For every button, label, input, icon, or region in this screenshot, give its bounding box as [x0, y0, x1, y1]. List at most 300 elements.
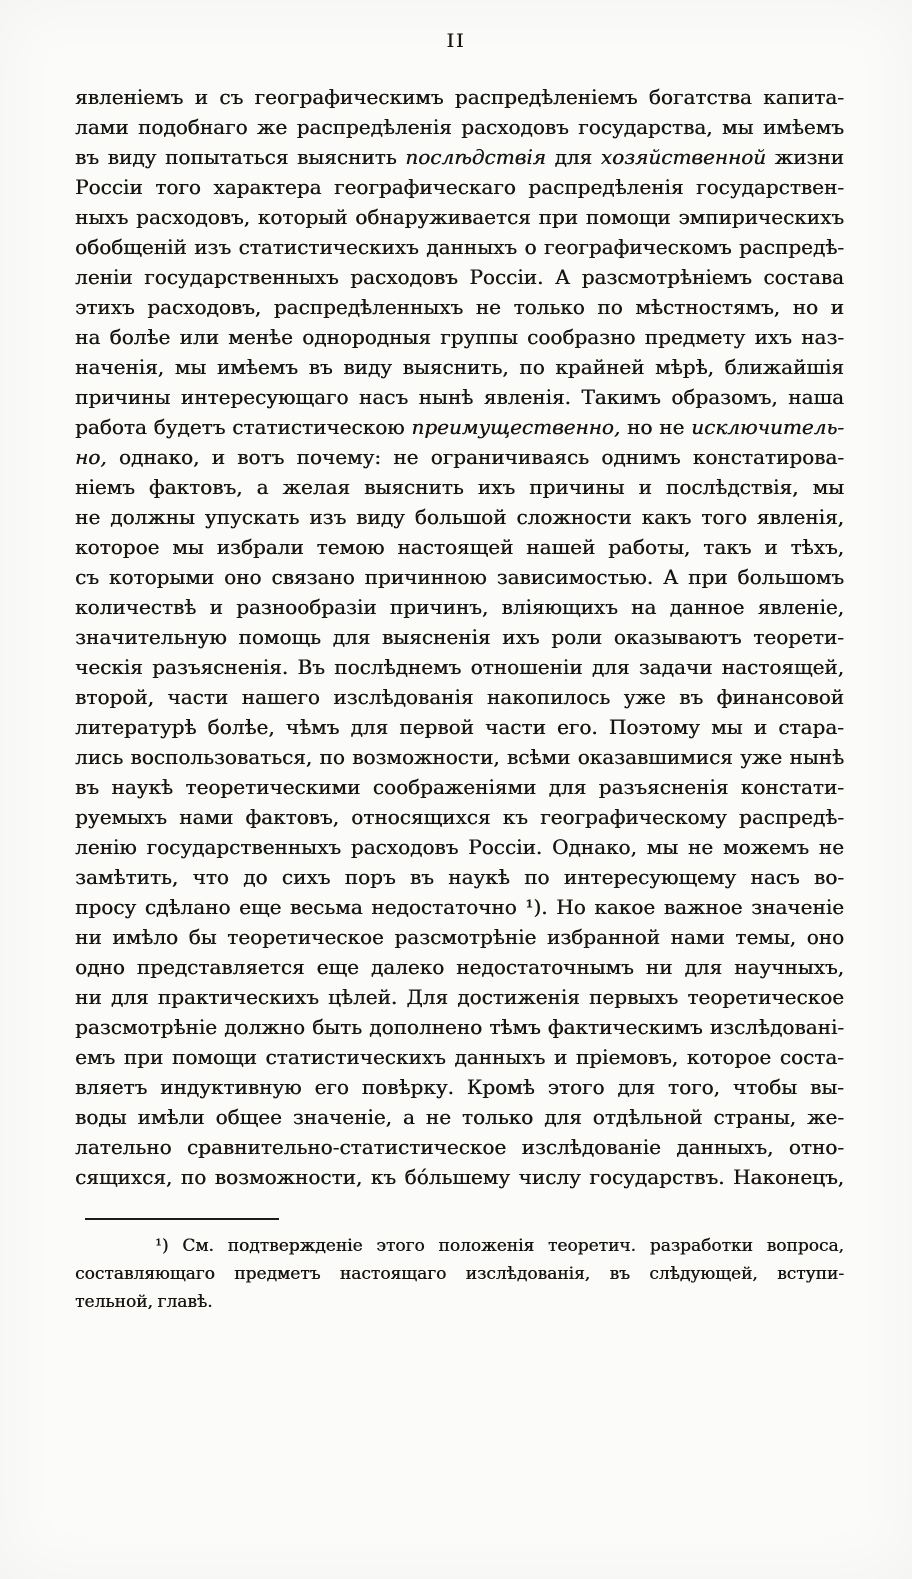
word: причинною	[364, 565, 487, 589]
word: выяснить	[296, 145, 397, 169]
word: подобнаго	[137, 115, 248, 139]
word: ни	[75, 925, 102, 949]
word: расходовъ	[461, 115, 569, 139]
word: еще	[239, 895, 282, 919]
word: разработки	[649, 1236, 753, 1256]
word: для	[617, 1075, 655, 1099]
word: изслѣдовані-	[709, 1015, 844, 1039]
word: А	[662, 565, 679, 589]
text-line	[75, 442, 844, 472]
footnote-rule	[85, 1218, 279, 1220]
word: лами	[75, 115, 129, 139]
word: съ	[75, 565, 99, 589]
word: второй,	[75, 685, 154, 709]
word: государствъ.	[589, 1165, 725, 1189]
word: индуктивную	[160, 1075, 302, 1099]
word: ніемъ	[75, 475, 135, 499]
word: по	[524, 865, 550, 889]
word: тельной,	[75, 1292, 153, 1312]
word: и	[211, 445, 225, 469]
word: значеніе	[751, 895, 844, 919]
word: А	[554, 265, 571, 289]
word: въ	[409, 865, 434, 889]
word: Кромѣ	[466, 1075, 535, 1099]
word: распредѣленныхъ	[273, 295, 464, 319]
word: жизни	[774, 145, 844, 169]
word: уже	[623, 685, 666, 709]
word: богатства	[648, 85, 752, 109]
text-line	[75, 922, 844, 952]
word: разсмотрѣніе	[394, 925, 537, 949]
word: по	[180, 1165, 207, 1189]
word: всѣми	[506, 745, 571, 769]
word: однородныя	[302, 325, 431, 349]
word: нами	[179, 805, 234, 829]
word: которое	[75, 535, 160, 559]
word: этого	[547, 1075, 605, 1099]
word: возможности,	[214, 1165, 363, 1189]
word: для	[684, 955, 723, 979]
word: весьма	[289, 895, 363, 919]
word: ни	[75, 985, 102, 1009]
word: темы,	[735, 925, 796, 949]
text-line	[75, 202, 844, 232]
word: только	[513, 295, 585, 319]
word: по	[519, 355, 545, 379]
page-number: II	[446, 30, 466, 52]
word: такъ	[703, 535, 752, 559]
word: отношеніи	[470, 655, 583, 679]
word: связано	[271, 565, 355, 589]
word: при	[688, 565, 728, 589]
word: состава	[763, 265, 844, 289]
word: ихъ	[502, 625, 540, 649]
word: не	[659, 415, 685, 439]
word: вляетъ	[75, 1075, 148, 1099]
word: статистическихъ	[265, 1045, 446, 1069]
word: наукѣ	[448, 865, 510, 889]
word: для	[350, 715, 389, 739]
word: причины	[529, 475, 625, 499]
text-line	[75, 502, 844, 532]
word: помощь	[238, 625, 321, 649]
text-line	[75, 292, 844, 322]
word: чѣмъ	[285, 715, 340, 739]
word: настоящей	[397, 535, 514, 559]
word: при	[123, 1045, 164, 1069]
word: настоящей,	[721, 655, 844, 679]
word: группы	[440, 325, 518, 349]
word: относящихся	[351, 805, 491, 829]
word: при	[538, 205, 578, 229]
word: воды	[75, 1105, 127, 1129]
word: виду	[343, 355, 392, 379]
word: имѣли	[137, 1105, 205, 1129]
word: какое	[594, 895, 656, 919]
text-line	[75, 1132, 844, 1162]
word: обнаруживается	[355, 205, 531, 229]
word: явленія.	[483, 385, 571, 409]
text-line	[75, 592, 844, 622]
word: распредѣ-	[738, 235, 844, 259]
word: послѣднемъ	[334, 655, 462, 679]
word: мѣрѣ,	[655, 355, 714, 379]
word: фактовъ,	[245, 805, 339, 829]
word: государственныхъ	[146, 835, 341, 859]
word: разъясненія	[598, 775, 729, 799]
word: части	[485, 715, 546, 739]
text-line	[75, 652, 844, 682]
word: отдѣльной	[592, 1105, 703, 1129]
word: Наконецъ,	[732, 1165, 844, 1189]
word: интересующаго	[180, 385, 349, 409]
word: статистическою	[232, 415, 405, 439]
word: этихъ	[75, 295, 135, 319]
word: вопроса,	[766, 1236, 844, 1256]
word: этого	[376, 1236, 425, 1256]
word: данное	[669, 595, 745, 619]
word: изъ	[309, 505, 347, 529]
word: бы	[188, 925, 217, 949]
word: сихъ	[281, 865, 331, 889]
word: обобщеній	[75, 235, 187, 259]
word: причинъ,	[389, 595, 489, 619]
word: географическомъ	[543, 235, 732, 259]
word: работы,	[608, 535, 691, 559]
word: же-	[806, 1105, 844, 1129]
word: задачи	[638, 655, 713, 679]
word: выяснить	[364, 475, 464, 499]
word: сообразно	[527, 325, 636, 349]
word: разнообразіи	[236, 595, 377, 619]
word: до	[243, 865, 268, 889]
word: съ	[219, 85, 244, 109]
word: явленіе,	[757, 595, 844, 619]
text-line	[75, 412, 844, 442]
word: должно	[224, 1015, 305, 1039]
word: предметъ	[234, 1264, 321, 1284]
word: помощи	[171, 1045, 257, 1069]
word: капита-	[763, 85, 844, 109]
word: во-	[813, 865, 844, 889]
word: по	[597, 295, 623, 319]
word: его	[314, 1075, 349, 1099]
text-line	[75, 712, 844, 742]
word: накопилось	[486, 685, 611, 709]
word: данныхъ,	[676, 1135, 774, 1159]
word: данныхъ	[426, 235, 517, 259]
word: разсмотрѣніе	[75, 1015, 217, 1039]
word: тѣмъ	[489, 1015, 541, 1039]
word: роли	[551, 625, 603, 649]
word: первыхъ	[588, 985, 679, 1009]
word: Россіи.	[468, 835, 543, 859]
word: финансовой	[716, 685, 844, 709]
word: Но	[556, 895, 586, 919]
word: сдѣлано	[144, 895, 231, 919]
word: будетъ	[153, 415, 226, 439]
word: болѣе	[109, 325, 171, 349]
word: Такимъ	[581, 385, 661, 409]
word: государственныхъ	[144, 265, 339, 289]
word: наченія,	[75, 355, 165, 379]
word: недостаточнымъ	[456, 955, 634, 979]
word: пріемовъ,	[575, 1045, 679, 1069]
word: послѣдствія,	[665, 475, 799, 499]
word: возможности,	[352, 745, 500, 769]
word: количествѣ	[75, 595, 197, 619]
word: и	[209, 595, 223, 619]
word: на	[631, 595, 657, 619]
word: фактическимъ	[547, 1015, 703, 1039]
word: о	[524, 235, 537, 259]
word: мы	[812, 475, 844, 499]
word: распредѣленія	[296, 115, 452, 139]
word: вы-	[809, 1075, 844, 1099]
text-line	[75, 952, 844, 982]
word: распредѣленія	[528, 175, 684, 199]
word: бо́льшему	[404, 1165, 510, 1189]
word: быть	[312, 1015, 362, 1039]
word: ни	[645, 955, 673, 979]
word: темою	[316, 535, 385, 559]
word: Россіи	[75, 175, 143, 199]
word: положенія	[438, 1236, 535, 1256]
word: чтобы	[732, 1075, 798, 1099]
word: географическому	[540, 805, 727, 829]
word: части	[167, 685, 229, 709]
word: не	[75, 505, 101, 529]
word: помощи	[585, 205, 671, 229]
word: его.	[556, 715, 598, 739]
word: ихъ	[477, 475, 516, 499]
word: географическаго	[333, 175, 516, 199]
word: распредѣ-	[738, 805, 844, 829]
word: значительную	[75, 625, 227, 649]
word: подтвержденіе	[227, 1236, 363, 1256]
word: нашей	[526, 535, 596, 559]
word: нынѣ	[418, 385, 474, 409]
word: того	[155, 175, 201, 199]
word: явленіемъ	[75, 85, 184, 109]
word: или	[179, 325, 219, 349]
text-line	[75, 322, 844, 352]
word: числу	[518, 1165, 581, 1189]
text-line	[75, 1162, 844, 1192]
word: нашего	[241, 685, 320, 709]
word: къ	[502, 805, 528, 829]
word: явленія,	[756, 505, 844, 529]
word: констатирова-	[692, 445, 844, 469]
word: далеко	[370, 955, 445, 979]
word: дополнено	[369, 1015, 483, 1039]
word: для	[332, 625, 371, 649]
word: См.	[182, 1236, 214, 1256]
word: работа	[75, 415, 147, 439]
word: а	[256, 475, 269, 499]
word: выяснить,	[402, 355, 509, 379]
word: руемыхъ	[75, 805, 167, 829]
word: значеніе,	[292, 1105, 392, 1129]
text-line	[75, 742, 844, 772]
word: почему:	[296, 445, 381, 469]
text-line	[75, 772, 844, 802]
text-line	[75, 172, 844, 202]
word: научныхъ,	[734, 955, 844, 979]
word: для	[548, 775, 587, 799]
word: настоящаго	[339, 1264, 447, 1284]
word: виду	[107, 145, 157, 169]
word: что	[192, 865, 229, 889]
text-line	[75, 1012, 844, 1042]
word: не	[818, 835, 844, 859]
word: слѣдующей,	[649, 1264, 758, 1284]
word: интересующему	[563, 865, 737, 889]
word: поръ	[344, 865, 396, 889]
word: вліяющихъ	[501, 595, 618, 619]
word: насъ	[750, 865, 800, 889]
text-line	[75, 982, 844, 1012]
word: на	[75, 325, 101, 349]
word: избранной	[546, 925, 660, 949]
word: выясненія	[381, 625, 491, 649]
word: изслѣдованія	[333, 685, 474, 709]
word: теоретическое	[227, 925, 384, 949]
word: не	[425, 1105, 451, 1129]
word: въ	[308, 355, 333, 379]
word: соста-	[779, 1045, 844, 1069]
word: констати-	[740, 775, 844, 799]
word: упускать	[204, 505, 300, 529]
word: но	[626, 415, 653, 439]
word: просу	[75, 895, 137, 919]
word: послѣдствія	[405, 145, 546, 169]
word: только	[461, 1105, 534, 1129]
word: мѣстностямъ,	[635, 295, 781, 319]
word: данныхъ	[454, 1045, 546, 1069]
word: ближайшія	[724, 355, 844, 379]
word: изслѣдованія,	[465, 1264, 591, 1284]
text-line	[75, 112, 844, 142]
word: которое	[686, 1045, 772, 1069]
word: наша	[788, 385, 844, 409]
word: расходовъ,	[136, 205, 250, 229]
word: какъ	[641, 505, 692, 529]
text-line	[75, 1232, 844, 1260]
text-line	[75, 562, 844, 592]
word: ныхъ	[75, 205, 129, 229]
word: виду	[356, 505, 405, 529]
word: преимущественно,	[411, 415, 621, 439]
word: замѣтить,	[75, 865, 179, 889]
text-line	[75, 1288, 844, 1316]
text-line	[75, 262, 844, 292]
text-line	[75, 532, 844, 562]
text-line	[75, 382, 844, 412]
word: для	[544, 1105, 582, 1129]
word: достиженія	[457, 985, 580, 1009]
word: по	[319, 745, 345, 769]
word: нами	[670, 925, 725, 949]
text-line	[75, 232, 844, 262]
word: мы	[721, 115, 754, 139]
word: однимъ	[601, 445, 681, 469]
word: предмету	[644, 325, 746, 349]
word: распредѣленіемъ	[454, 85, 638, 109]
word: сложности	[516, 505, 632, 529]
word: оно	[224, 565, 262, 589]
word: еще	[316, 955, 359, 979]
word: государства,	[578, 115, 713, 139]
word: фактовъ,	[148, 475, 243, 499]
word: ¹)	[155, 1236, 169, 1256]
text-line	[75, 1042, 844, 1072]
word: воспользоваться,	[130, 745, 313, 769]
word: леніи	[75, 265, 133, 289]
word: и	[753, 715, 768, 739]
word: въ	[679, 685, 704, 709]
word: не	[393, 445, 419, 469]
word: исключитель-	[691, 415, 844, 439]
word: изслѣдованіе	[521, 1135, 661, 1159]
word: эмпирическихъ	[678, 205, 844, 229]
text-line	[75, 832, 844, 862]
body-text-block	[75, 82, 844, 1192]
word: мы	[646, 835, 679, 859]
word: образомъ,	[671, 385, 778, 409]
word: нынѣ	[789, 745, 844, 769]
word: желая	[282, 475, 350, 499]
text-line	[75, 1102, 844, 1132]
word: разъясненія.	[152, 655, 289, 679]
word: но,	[75, 445, 107, 469]
word: ленію	[75, 835, 137, 859]
word: вотъ	[237, 445, 285, 469]
text-line	[75, 622, 844, 652]
word: теоретич.	[547, 1236, 636, 1256]
word: характера	[213, 175, 322, 199]
word: для	[110, 985, 149, 1009]
word: важное	[663, 895, 743, 919]
text-line	[75, 682, 844, 712]
word: уже	[740, 745, 783, 769]
word: цѣлей.	[328, 985, 398, 1009]
word: насъ	[358, 385, 409, 409]
word: общее	[215, 1105, 282, 1129]
word: разсмотрѣніемъ	[581, 265, 752, 289]
word: представляется	[136, 955, 305, 979]
word: статистическихъ	[238, 235, 419, 259]
text-line	[75, 802, 844, 832]
text-line	[75, 472, 844, 502]
word: первой	[399, 715, 474, 739]
word: лись	[75, 745, 124, 769]
word: мы	[172, 535, 204, 559]
word: сравнительно-статистическое	[186, 1135, 507, 1159]
word: государствен-	[695, 175, 844, 199]
word: того,	[667, 1075, 720, 1099]
word: Въ	[297, 655, 325, 679]
word: и	[830, 295, 844, 319]
word: повѣрку.	[361, 1075, 454, 1099]
word: не	[687, 835, 714, 859]
word: сящихся,	[75, 1165, 173, 1189]
word: зависимостью.	[496, 565, 654, 589]
word: однако,	[118, 445, 200, 469]
word: изъ	[194, 235, 232, 259]
text-line	[75, 352, 844, 382]
word: къ	[370, 1165, 396, 1189]
